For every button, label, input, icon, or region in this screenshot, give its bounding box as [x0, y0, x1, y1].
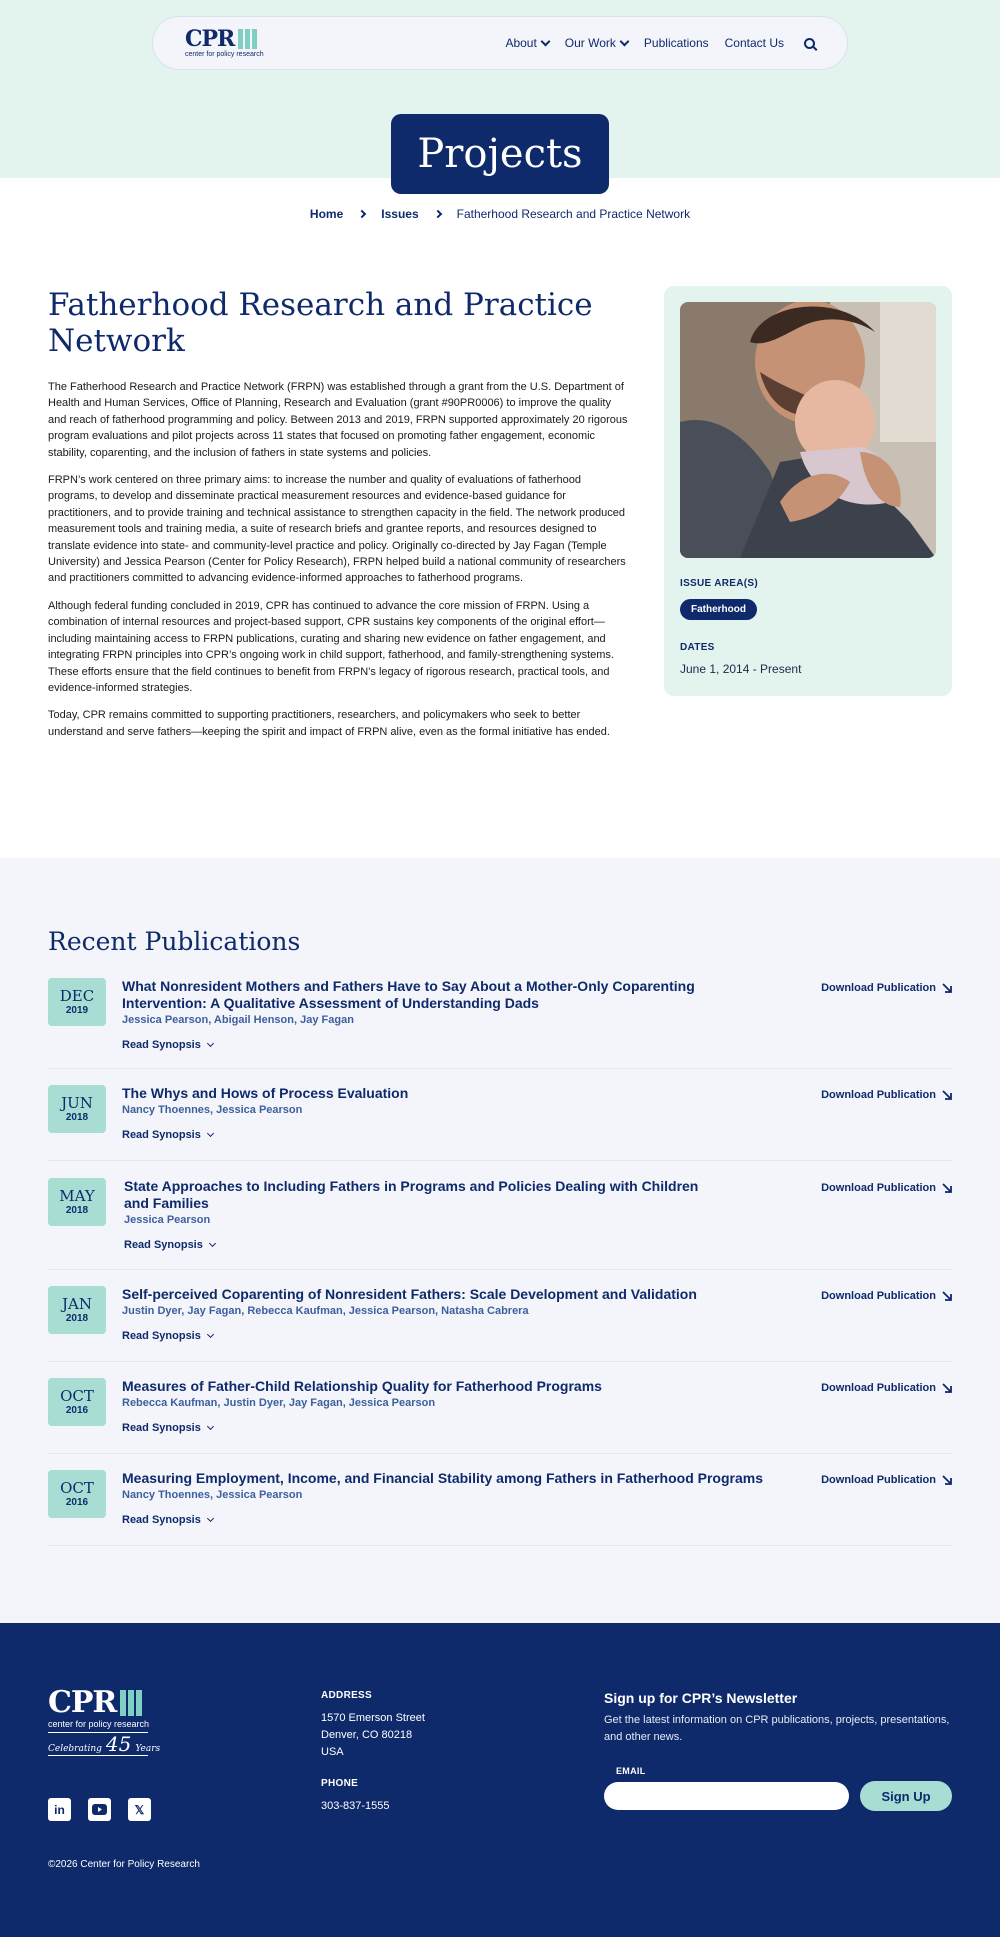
- nav-contact[interactable]: Contact Us: [724, 36, 784, 50]
- article: [48, 287, 628, 751]
- publication-item: [48, 1069, 952, 1161]
- publication-authors: Justin Dyer, Jay Fagan, Rebecca Kaufman, Jessica Pearson, Natasha Cabrera: [122, 1305, 529, 1317]
- article-paragraph: Although federal funding concluded in 2019, CPR has continued to advance the core mission of FRPN. Using a combination of internal resources and project-based support, CPR sustains key components of the original effort—including maintaining access to FRPN publications, curating and sharing new evidence on father engagement, and integrating FRPN principles into CPR’s ongoing work in child support, fatherhood, and family-strengthening systems. These efforts ensure that the field continues to benefit from FRPN’s legacy of rigorous research, practical tools, and evidence-informed strategies.: [48, 599, 614, 694]
- linkedin-icon[interactable]: in: [48, 1798, 71, 1821]
- arrow-down-right-icon: [942, 1090, 952, 1100]
- address-line: USA: [321, 1746, 344, 1758]
- sign-up-button[interactable]: Sign Up: [860, 1781, 952, 1811]
- download-publication-link[interactable]: Download Publication: [821, 1182, 952, 1194]
- chevron-down-icon: [619, 36, 629, 46]
- address-line: Denver, CO 80218: [321, 1729, 413, 1741]
- publication-item: [48, 1270, 952, 1362]
- nav-our-work[interactable]: Our Work: [565, 36, 628, 50]
- read-synopsis-toggle[interactable]: Read Synopsis: [122, 1039, 722, 1051]
- read-synopsis-toggle[interactable]: Read Synopsis: [122, 1330, 722, 1342]
- site-footer: [0, 1623, 1000, 1937]
- address-label: ADDRESS: [321, 1690, 372, 1701]
- logo-bars-icon: [238, 29, 257, 49]
- logo-bars-icon: [120, 1690, 142, 1716]
- chevron-right-icon: [433, 210, 441, 218]
- footer-logo-subtitle: center for policy research: [48, 1719, 150, 1729]
- main-nav: [152, 16, 848, 70]
- email-input[interactable]: [604, 1782, 849, 1810]
- nav-about[interactable]: About: [505, 36, 548, 50]
- chevron-down-icon: [207, 1130, 214, 1137]
- publication-item: [48, 1362, 952, 1454]
- download-publication-link[interactable]: Download Publication: [821, 1089, 952, 1101]
- issue-tag-fatherhood[interactable]: Fatherhood: [680, 599, 757, 620]
- breadcrumb-current: Fatherhood Research and Practice Network: [456, 207, 691, 221]
- cpr-logo[interactable]: [185, 28, 275, 58]
- read-synopsis-toggle[interactable]: Read Synopsis: [122, 1514, 782, 1526]
- publication-date: DEC 2019: [48, 978, 106, 1026]
- publication-authors: Jessica Pearson: [124, 1214, 211, 1226]
- search-icon: [804, 38, 815, 49]
- article-paragraph: FRPN’s work centered on three primary aims: to increase the number and quality of evaluations of fatherhood programs, to develop and disseminate practical measurement resources and evidence-based guidance for practitioners, and to provide training and technical assistance to strengthen capacity in the field. The network produced measurement tools and training media, a suite of research briefs and grantee reports, and resources designed to translate evidence into state- and community-level practice and policy. Originally co-directed by Jay Fagan (Temple University) and Jessica Pearson (Center for Policy Research), FRPN helped build a national community of researchers and practitioners committed to advancing evidence-informed approaches to fatherhood programs.: [48, 474, 626, 585]
- recent-publications: [0, 858, 1000, 1623]
- logo-subtitle: center for policy research: [185, 51, 264, 58]
- chevron-down-icon: [207, 1331, 214, 1338]
- publication-date: JUN 2018: [48, 1085, 106, 1133]
- publication-list: [48, 978, 952, 1546]
- issue-area-label: ISSUE AREA(S): [680, 578, 758, 589]
- publication-item: [48, 978, 952, 1069]
- publication-authors: Nancy Thoennes, Jessica Pearson: [122, 1489, 303, 1501]
- publications-heading: Recent Publications: [48, 927, 301, 956]
- x-twitter-icon[interactable]: 𝕏: [128, 1798, 151, 1821]
- footer-contact: [321, 1690, 425, 1815]
- phone-label: PHONE: [321, 1778, 359, 1789]
- chevron-down-icon: [207, 1423, 214, 1430]
- download-publication-link[interactable]: Download Publication: [821, 1474, 952, 1486]
- chevron-down-icon: [209, 1240, 216, 1247]
- publication-authors: Jessica Pearson, Abigail Henson, Jay Fagan: [122, 1014, 354, 1026]
- article-paragraph: The Fatherhood Research and Practice Network (FRPN) was established through a grant from the U.S. Department of Health and Human Services, Office of Planning, Research and Evaluation (grant #90PR0006) to improve the quality and reach of fatherhood programming and policy. Between 2013 and 2019, FRPN supported approximately 20 rigorous program evaluations and pilot projects across 11 states that focused on promoting father engagement, economic stability, coparenting, and the inclusion of fathers in state systems and policies.: [48, 381, 628, 459]
- chevron-down-icon: [207, 1515, 214, 1522]
- publication-date: MAY 2018: [48, 1178, 106, 1226]
- publication-date: OCT 2016: [48, 1470, 106, 1518]
- breadcrumb-home[interactable]: Home: [309, 207, 344, 221]
- hero-header: [0, 0, 1000, 178]
- publication-title[interactable]: What Nonresident Mothers and Fathers Have to Say About a Mother-Only Coparenting Intervention: A Qualitative Assessment of Understanding Dads: [122, 978, 695, 1011]
- search-button[interactable]: [800, 38, 815, 49]
- dates-label: DATES: [680, 642, 715, 653]
- arrow-down-right-icon: [942, 983, 952, 993]
- arrow-down-right-icon: [942, 1183, 952, 1193]
- email-label: EMAIL: [616, 1766, 646, 1776]
- footer-logo[interactable]: [48, 1685, 161, 1756]
- chevron-down-icon: [540, 36, 550, 46]
- read-synopsis-toggle[interactable]: Read Synopsis: [124, 1239, 724, 1251]
- newsletter-title: Sign up for CPR’s Newsletter: [604, 1690, 798, 1706]
- social-links: [48, 1798, 151, 1821]
- youtube-icon[interactable]: [88, 1798, 111, 1821]
- project-main: [0, 178, 1000, 858]
- breadcrumb: [0, 207, 1000, 221]
- publication-title[interactable]: The Whys and Hows of Process Evaluation: [122, 1085, 409, 1101]
- read-synopsis-toggle[interactable]: Read Synopsis: [122, 1422, 722, 1434]
- publication-item: [48, 1454, 952, 1546]
- arrow-down-right-icon: [942, 1383, 952, 1393]
- logo-text: CPR: [185, 26, 235, 52]
- article-title: Fatherhood Research and Practice Network: [48, 287, 593, 359]
- publication-title[interactable]: Measures of Father-Child Relationship Quality for Fatherhood Programs: [122, 1378, 602, 1394]
- chevron-down-icon: [207, 1040, 214, 1047]
- newsletter-signup: [604, 1690, 952, 1811]
- phone-number[interactable]: 303-837-1555: [321, 1800, 390, 1812]
- nav-publications[interactable]: Publications: [643, 36, 709, 50]
- publication-title[interactable]: Measuring Employment, Income, and Financial Stability among Fathers in Fatherhood Programs: [122, 1470, 763, 1486]
- celebrating-45-years: Celebrating 45 Years: [48, 1732, 161, 1756]
- download-publication-link[interactable]: Download Publication: [821, 982, 952, 994]
- publication-authors: Rebecca Kaufman, Justin Dyer, Jay Fagan, Jessica Pearson: [122, 1397, 436, 1409]
- dates-value: June 1, 2014 - Present: [680, 662, 802, 676]
- publication-date: JAN 2018: [48, 1286, 106, 1334]
- publication-title[interactable]: State Approaches to Including Fathers in Programs and Policies Dealing with Children and Families: [124, 1178, 699, 1211]
- father-baby-photo: [680, 302, 936, 558]
- download-publication-link[interactable]: Download Publication: [821, 1290, 952, 1302]
- article-paragraph: Today, CPR remains committed to supporting practitioners, researchers, and policymakers who seek to better understand and serve fathers—keeping the spirit and impact of FRPN alive, even as the formal initiative has ended.: [48, 709, 610, 738]
- read-synopsis-toggle[interactable]: Read Synopsis: [122, 1129, 722, 1141]
- page-title: Projects: [417, 131, 583, 177]
- breadcrumb-issues[interactable]: Issues: [381, 207, 419, 221]
- publication-title[interactable]: Self-perceived Coparenting of Nonresident Fathers: Scale Development and Validation: [122, 1286, 697, 1302]
- newsletter-description: Get the latest information on CPR publications, projects, presentations, and other news.: [604, 1714, 950, 1743]
- project-sidecard: [664, 286, 952, 696]
- arrow-down-right-icon: [942, 1475, 952, 1485]
- chevron-right-icon: [358, 210, 366, 218]
- arrow-down-right-icon: [942, 1291, 952, 1301]
- address-line: 1570 Emerson Street: [321, 1712, 425, 1724]
- publication-date: OCT 2016: [48, 1378, 106, 1426]
- copyright: ©2026 Center for Policy Research: [48, 1859, 200, 1870]
- footer-logo-text: CPR: [48, 1685, 117, 1720]
- publication-authors: Nancy Thoennes, Jessica Pearson: [122, 1104, 303, 1116]
- publication-item: [48, 1161, 952, 1270]
- download-publication-link[interactable]: Download Publication: [821, 1382, 952, 1394]
